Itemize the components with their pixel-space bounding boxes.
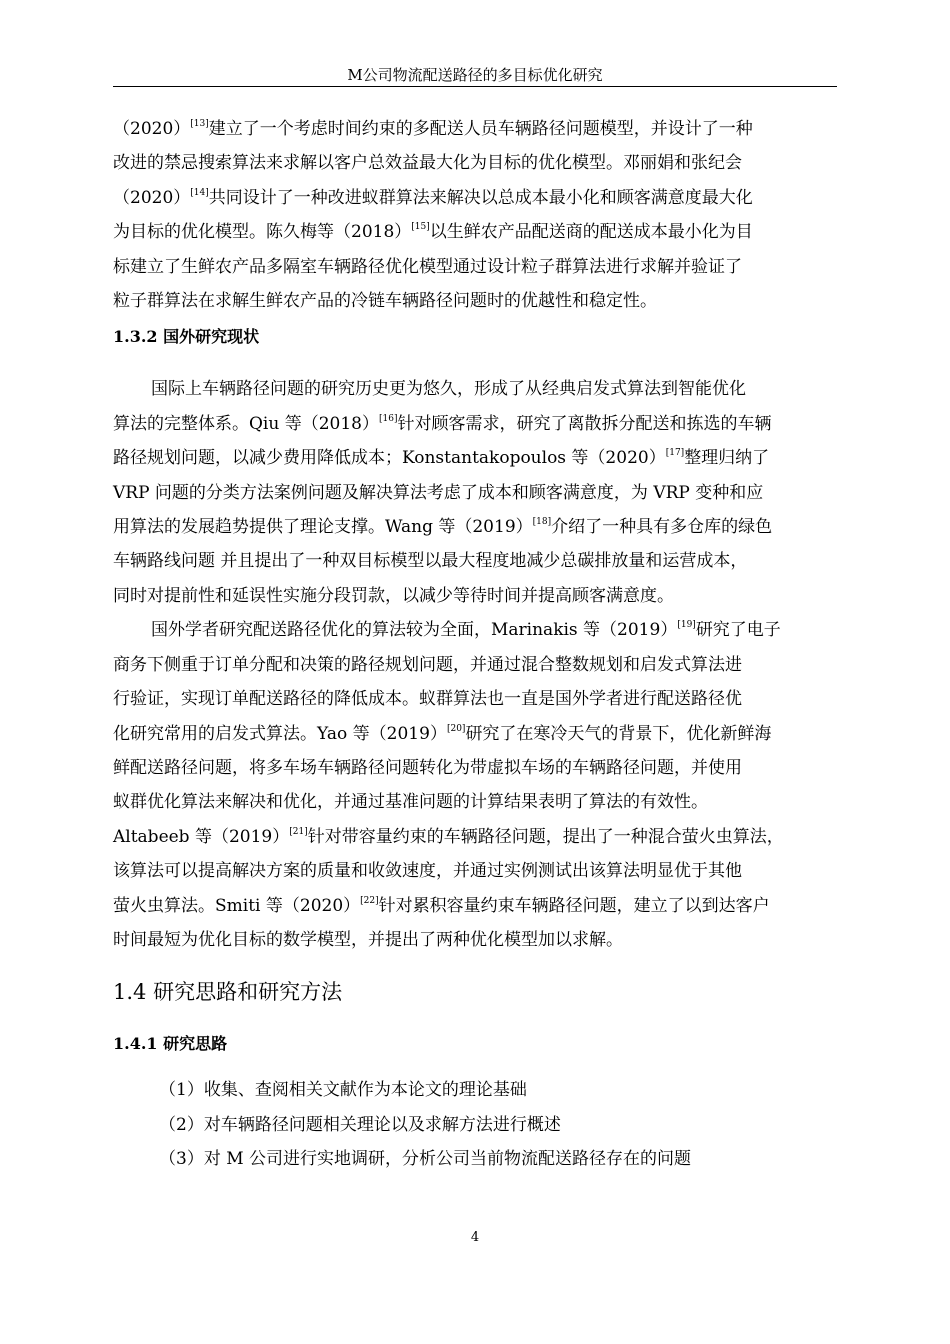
running-header: M公司物流配送路径的多目标优化研究 xyxy=(113,64,837,87)
section-heading-1-4-1: 1.4.1 研究思路 xyxy=(113,1034,228,1054)
section-heading-1-3-2: 1.3.2 国外研究现状 xyxy=(113,327,260,347)
section-heading-1-4: 1.4 研究思路和研究方法 xyxy=(113,980,343,1005)
list-item: （2）对车辆路径问题相关理论以及求解方法进行概述 xyxy=(159,1114,561,1135)
research-steps-list xyxy=(113,1073,837,1176)
page-body xyxy=(113,112,837,1177)
paragraph-domestic-research-continued: （2020）[13]建立了一个考虑时间约束的多配送人员车辆路径问题模型，并设计了一种 改进的禁忌搜索算法来求解以客户总效益最大化为目标的优化模型。邓丽娟和张纪会 （2020）[14]共同设计了一种改进蚁群算法来解决以总成本最小化和顾客满意度最大化 为目标的优化模型。陈久梅等（2018）[15]以生鲜农产品配送商的配送成本最小化为目 标建立了生鲜农产品多隔室车辆路径优化模型通过设计粒子群算法进行求解并验证了 粒子群算法在求解生鲜农产品的冷链车辆路径问题时的优越性和稳定性。 xyxy=(113,119,753,312)
paragraph-foreign-research-history: 国际上车辆路径问题的研究历史更为悠久，形成了从经典启发式算法到智能优化 算法的完整体系。Qiu 等（2018）[16]针对顾客需求，研究了离散拆分配送和拣选的车辆 路径规划问题，以减少费用降低成本；Konstantakopoulos 等（2020）[17]整理归纳了 VRP 问题的分类方法案例问题及解决算法考虑了成本和顾客满意度，为 VRP 变种和应 用算法的发展趋势提供了理论支撑。Wang 等（2019）[18]介绍了一种具有多仓库的绿色 车辆路线问题 并且提出了一种双目标模型以最大程度地减少总碳排放量和运营成本， 同时对提前性和延误性实施分段罚款，以减少等待时间并提高顾客满意度。 xyxy=(113,379,773,606)
page-number: 4 xyxy=(470,1230,480,1245)
paragraph-foreign-algorithms: 国外学者研究配送路径优化的算法较为全面，Marinakis 等（2019）[19]研究了电子 商务下侧重于订单分配和决策的路径规划问题，并通过混合整数规划和启发式算法进 行验证，实现订单配送路径的降低成本。蚁群算法也一直是国外学者进行配送路径优 化研究常用的启发式算法。Yao 等（2019）[20]研究了在寒冷天气的背景下，优化新鲜海 鲜配送路径问题，将多车场车辆路径问题转化为带虚拟车场的车辆路径问题，并使用 蚁群优化算法来解决和优化，并通过基准问题的计算结果表明了算法的有效性。 Altabeeb 等（2019）[21]针对带容量约束的车辆路径问题，提出了一种混合萤火虫算法， 该算法可以提高解决方案的质量和收敛速度，并通过实例测试出该算法明显优于其他 萤火虫算法。Smiti 等（2020）[22]针对累积容量约束车辆路径问题，建立了以到达客户 时间最短为优化目标的数学模型，并提出了两种优化模型加以求解。 xyxy=(113,620,784,950)
list-item: （1）收集、查阅相关文献作为本论文的理论基础 xyxy=(159,1080,527,1101)
list-item: （3）对 M 公司进行实地调研，分析公司当前物流配送路径存在的问题 xyxy=(159,1149,692,1170)
